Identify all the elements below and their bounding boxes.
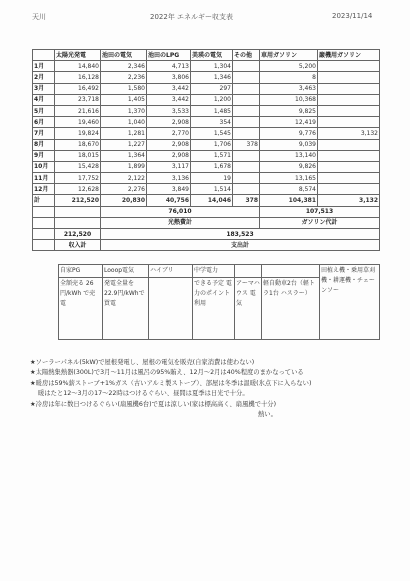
value-cell: 8,574	[260, 184, 318, 195]
value-cell: 10,368	[260, 94, 318, 105]
table-row	[33, 105, 380, 116]
value-cell: 1,678	[191, 161, 233, 172]
plan-cell: 田植え機・乗用草刈機・耕運機・チェーンソー	[320, 265, 380, 340]
total-cell: 3,132	[318, 195, 380, 206]
value-cell: 1,485	[191, 105, 233, 116]
energy-source-table	[58, 264, 380, 340]
value-cell	[318, 94, 380, 105]
col-header: 太陽光発電	[55, 50, 101, 61]
blank-cell	[33, 229, 55, 240]
note-line: ★太陽熱集熱器(300L)で3月〜11月は風呂の95%賄え、12月〜2月は40%程度のまかなっている	[30, 369, 304, 377]
note-line: ★冷房は年に数日つけるぐらい(扇風機6台)で夏は涼しい(家は標高高く、扇風機で十分)	[30, 400, 277, 408]
table-row	[33, 150, 380, 161]
blank-cell	[55, 206, 101, 217]
plan-header: ハイブリ	[149, 265, 193, 278]
table-row	[33, 161, 380, 172]
blank-cell	[33, 217, 55, 228]
table-row	[33, 184, 380, 195]
table-row	[33, 173, 380, 184]
note-line: ★暖房は59%薪ストーブ+1%ガス（古いアルミ製ストーブ）、部屋は冬季は温暖(氷点下に入らない)	[30, 379, 312, 387]
utility-sum-label: 光熱費計	[101, 217, 260, 228]
value-cell	[233, 173, 260, 184]
value-cell: 1,364	[101, 150, 147, 161]
total-label: 計	[33, 195, 55, 206]
value-cell: 3,463	[260, 83, 318, 94]
value-cell: 1,040	[101, 117, 147, 128]
value-cell: 13,165	[260, 173, 318, 184]
month-label: 8月	[33, 139, 55, 150]
value-cell: 17,752	[55, 173, 101, 184]
income-label: 収入計	[55, 240, 101, 251]
value-cell: 3,442	[147, 83, 191, 94]
col-header: 美瑛の電気	[191, 50, 233, 61]
value-cell	[318, 117, 380, 128]
value-cell: 3,533	[147, 105, 191, 116]
month-label: 3月	[33, 83, 55, 94]
value-cell: 13,140	[260, 150, 318, 161]
subtotal-label-row	[33, 217, 380, 228]
plan-cell: 発電全量を 22.9円/kWhで買電	[103, 278, 149, 340]
table-row	[33, 94, 380, 105]
table-row	[33, 139, 380, 150]
value-cell	[233, 184, 260, 195]
value-cell: 3,132	[318, 128, 380, 139]
value-cell: 9,039	[260, 139, 318, 150]
value-cell: 1,227	[101, 139, 147, 150]
value-cell	[318, 105, 380, 116]
header-left: 天川	[32, 13, 46, 21]
plan-cell: 全額売る 26円/kWh で売電	[59, 278, 103, 340]
value-cell	[233, 161, 260, 172]
plan-header: 自家PG	[59, 265, 103, 278]
value-cell: 3,849	[147, 184, 191, 195]
col-header: 車用ガソリン	[260, 50, 318, 61]
value-cell: 3,442	[147, 94, 191, 105]
plan-header-row	[59, 265, 380, 278]
value-cell: 2,908	[147, 117, 191, 128]
value-cell	[233, 128, 260, 139]
notes-section	[30, 358, 390, 420]
plan-header	[235, 265, 262, 278]
table-row	[33, 128, 380, 139]
value-cell: 19	[191, 173, 233, 184]
value-cell: 1,706	[191, 139, 233, 150]
value-cell: 2,236	[101, 72, 147, 83]
month-label: 5月	[33, 105, 55, 116]
expense-total: 183,523	[101, 229, 380, 240]
plan-cell: できる予定 電力のポイント 利用	[193, 278, 235, 340]
value-cell: 1,370	[101, 105, 147, 116]
col-header: その他	[233, 50, 260, 61]
value-cell: 19,460	[55, 117, 101, 128]
value-cell	[233, 150, 260, 161]
note-line: ★ソーラーパネル(5kW)で屋根発電し、屋根の電気を販売(自家消費は使わない)	[30, 359, 255, 366]
gasoline-sum: 107,513	[260, 206, 380, 217]
value-cell: 9,776	[260, 128, 318, 139]
value-cell: 3,806	[147, 72, 191, 83]
value-cell	[318, 61, 380, 72]
value-cell: 4,713	[147, 61, 191, 72]
value-cell: 16,128	[55, 72, 101, 83]
value-cell: 2,770	[147, 128, 191, 139]
table-row	[33, 83, 380, 94]
blank-cell	[55, 217, 101, 228]
plan-cell: 軽自動車2台（軽トラ1台 ハスラー）	[262, 278, 320, 340]
table-row	[33, 72, 380, 83]
plan-header: 中学電力	[193, 265, 235, 278]
value-cell: 18,670	[55, 139, 101, 150]
value-cell: 3,136	[147, 173, 191, 184]
value-cell: 9,825	[260, 105, 318, 116]
value-cell	[233, 83, 260, 94]
note-line: 暖はたと12〜3月の17〜22時はつけるぐらい、昼間は夏季は日光で十分。	[38, 390, 249, 398]
month-label: 2月	[33, 72, 55, 83]
value-cell: 15,428	[55, 161, 101, 172]
value-cell: 1,580	[101, 83, 147, 94]
income-total: 212,520	[55, 229, 101, 240]
value-cell	[318, 173, 380, 184]
value-cell	[233, 94, 260, 105]
value-cell: 14,840	[55, 61, 101, 72]
value-cell	[318, 139, 380, 150]
income-expense-row	[33, 229, 380, 240]
month-label: 10月	[33, 161, 55, 172]
col-header: 巌機用ガソリン	[318, 50, 380, 61]
value-cell: 1,571	[191, 150, 233, 161]
header-corner	[33, 50, 55, 61]
income-expense-label-row	[33, 240, 380, 251]
value-cell: 378	[233, 139, 260, 150]
document-date: 2023/11/14	[332, 12, 373, 20]
month-label: 1月	[33, 61, 55, 72]
plan-header: Looop電気	[103, 265, 149, 278]
total-row	[33, 195, 380, 206]
value-cell: 354	[191, 117, 233, 128]
plan-header	[262, 265, 320, 278]
value-cell: 2,276	[101, 184, 147, 195]
table-row	[33, 61, 380, 72]
value-cell: 1,405	[101, 94, 147, 105]
total-cell: 14,046	[191, 195, 233, 206]
plan-cell: アーマハウス 電気	[235, 278, 262, 340]
value-cell: 1,200	[191, 94, 233, 105]
utility-sum: 76,010	[101, 206, 260, 217]
value-cell	[318, 184, 380, 195]
col-header: 池田のLPG	[147, 50, 191, 61]
month-label: 7月	[33, 128, 55, 139]
value-cell: 1,346	[191, 72, 233, 83]
blank-cell	[33, 206, 55, 217]
value-cell: 23,718	[55, 94, 101, 105]
value-cell: 297	[191, 83, 233, 94]
value-cell	[233, 72, 260, 83]
gasoline-sum-label: ガソリン代計	[260, 217, 380, 228]
value-cell: 2,122	[101, 173, 147, 184]
energy-balance-table	[32, 49, 380, 251]
blank-cell	[33, 240, 55, 251]
value-cell	[233, 117, 260, 128]
value-cell: 1,514	[191, 184, 233, 195]
value-cell: 1,281	[101, 128, 147, 139]
month-label: 6月	[33, 117, 55, 128]
month-label: 4月	[33, 94, 55, 105]
value-cell	[233, 105, 260, 116]
month-rows	[33, 61, 380, 195]
value-cell: 2,346	[101, 61, 147, 72]
value-cell: 1,304	[191, 61, 233, 72]
value-cell: 9,826	[260, 161, 318, 172]
value-cell: 1,545	[191, 128, 233, 139]
value-cell: 19,824	[55, 128, 101, 139]
document-title: 2022年 エネルギー収支表	[150, 13, 234, 21]
total-cell: 378	[233, 195, 260, 206]
table-header-row	[33, 50, 380, 61]
month-label: 12月	[33, 184, 55, 195]
value-cell: 2,908	[147, 139, 191, 150]
value-cell: 16,492	[55, 83, 101, 94]
total-cell: 40,756	[147, 195, 191, 206]
value-cell	[233, 61, 260, 72]
plan-cell	[149, 278, 193, 340]
value-cell: 5,200	[260, 61, 318, 72]
value-cell: 8	[260, 72, 318, 83]
expense-label: 支出計	[101, 240, 380, 251]
value-cell: 3,117	[147, 161, 191, 172]
value-cell	[318, 150, 380, 161]
month-label: 11月	[33, 173, 55, 184]
value-cell: 12,419	[260, 117, 318, 128]
table-row	[33, 117, 380, 128]
note-tail: 熱い。	[258, 411, 277, 419]
col-header: 池田の電気	[101, 50, 147, 61]
month-label: 9月	[33, 150, 55, 161]
value-cell: 18,015	[55, 150, 101, 161]
value-cell: 2,908	[147, 150, 191, 161]
total-cell: 104,381	[260, 195, 318, 206]
value-cell: 12,628	[55, 184, 101, 195]
value-cell	[318, 72, 380, 83]
total-cell: 212,520	[55, 195, 101, 206]
subtotal-row	[33, 206, 380, 217]
total-cell: 20,830	[101, 195, 147, 206]
value-cell: 21,616	[55, 105, 101, 116]
value-cell	[318, 83, 380, 94]
value-cell: 1,899	[101, 161, 147, 172]
value-cell	[318, 161, 380, 172]
